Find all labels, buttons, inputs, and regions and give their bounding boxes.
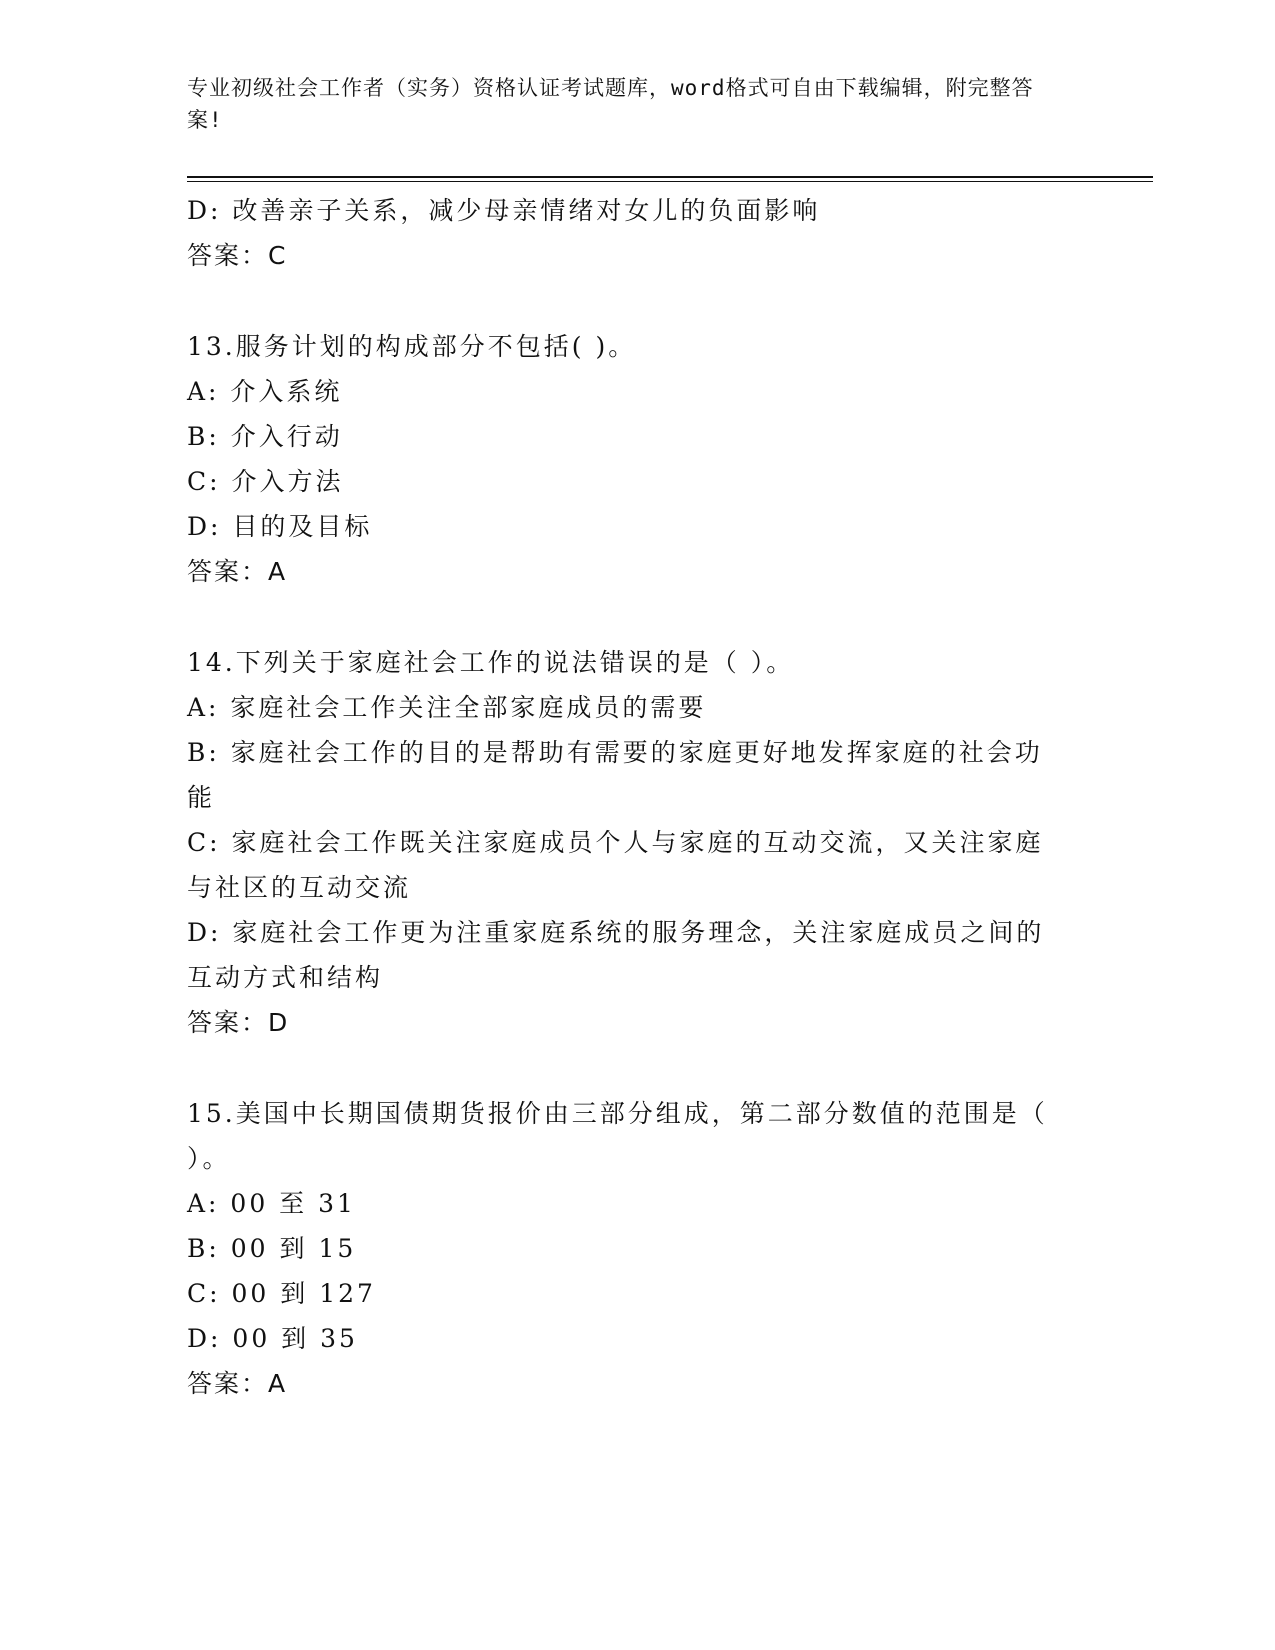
header-text: 专业初级社会工作者（实务）资格认证考试题库，word格式可自由下载编辑，附完整答案! — [187, 76, 1034, 132]
answer-line: 答案：C — [187, 241, 288, 270]
option-a: A: 介入系统 — [187, 377, 343, 406]
spacer — [187, 594, 1067, 640]
option-c: C: 介入方法 — [187, 467, 344, 496]
option-c: C: 家庭社会工作既关注家庭成员个人与家庭的互动交流，又关注家庭与社区的互动交流 — [187, 828, 1044, 902]
question-block-15 — [187, 1091, 1067, 1406]
question-stem: 14.下列关于家庭社会工作的说法错误的是（ ）。 — [187, 648, 795, 677]
option-b: B: 00 到 15 — [187, 1234, 357, 1263]
question-stem: 15.美国中长期国债期货报价由三部分组成，第二部分数值的范围是（ ）。 — [187, 1099, 1048, 1173]
option-a: A: 00 至 31 — [187, 1189, 356, 1218]
spacer — [187, 1045, 1067, 1091]
spacer — [187, 278, 1067, 324]
option-d: D: 家庭社会工作更为注重家庭系统的服务理念，关注家庭成员之间的互动方式和结构 — [187, 918, 1045, 992]
answer-line: 答案：D — [187, 1008, 290, 1037]
question-block-13 — [187, 324, 1067, 594]
answer-line: 答案：A — [187, 557, 288, 586]
header-rule-thin — [187, 181, 1153, 182]
question-block-prev — [187, 188, 1067, 278]
option-d: D: 改善亲子关系，减少母亲情绪对女儿的负面影响 — [187, 196, 821, 225]
option-b: B: 家庭社会工作的目的是帮助有需要的家庭更好地发挥家庭的社会功能 — [187, 738, 1043, 812]
question-content — [187, 188, 1067, 1406]
question-stem: 13.服务计划的构成部分不包括( )。 — [187, 332, 637, 361]
page-header — [187, 72, 1067, 136]
answer-line: 答案：A — [187, 1369, 288, 1398]
option-b: B: 介入行动 — [187, 422, 343, 451]
option-d: D: 00 到 35 — [187, 1324, 358, 1353]
option-a: A: 家庭社会工作关注全部家庭成员的需要 — [187, 693, 707, 722]
question-block-14 — [187, 640, 1067, 1045]
option-d: D: 目的及目标 — [187, 512, 373, 541]
header-rule-thick — [187, 176, 1153, 178]
option-c: C: 00 到 127 — [187, 1279, 376, 1308]
